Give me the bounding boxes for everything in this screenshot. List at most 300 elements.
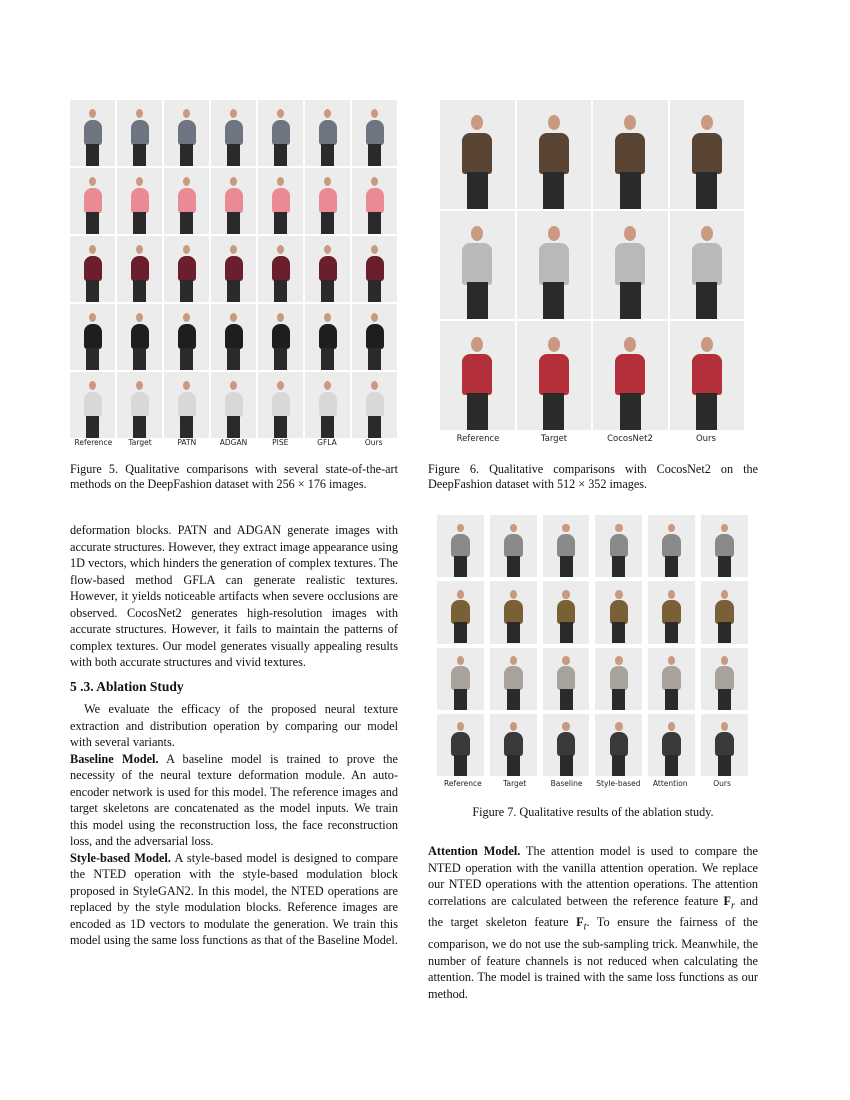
column-label: Baseline xyxy=(550,779,583,788)
person-head xyxy=(457,722,464,731)
legs xyxy=(133,144,146,166)
legs xyxy=(560,622,573,643)
legs xyxy=(274,212,287,234)
legs xyxy=(321,280,334,302)
person-head xyxy=(548,337,560,352)
legs xyxy=(454,755,467,776)
column-label: GFLA xyxy=(317,438,337,447)
person-head xyxy=(183,381,190,390)
person-head xyxy=(668,590,675,599)
garment xyxy=(451,666,470,690)
attention-text: The attention model is used to compare the NTED operation with the vanilla attention operation. We replace our NTED operations with the attention operations. The attention correlations are calculated between the reference feature xyxy=(428,844,758,908)
photo-pise-row-2 xyxy=(258,168,303,234)
figure-5-caption: Figure 5. Qualitative comparisons with several state-of-the-art methods on the DeepFashion dataset with 256 × 176 images. xyxy=(70,462,398,491)
garment xyxy=(504,732,523,756)
style-based-model-text: A style-based model is designed to compare the NTED operation with the style-based modulation block proposed in StyleGAN2. In this model, the NTED operations are replaced by the style modulation blocks. Reference images are encoded as 1D vectors to modulate the generation. We train this model using the same loss functions as that of the Baseline Model. xyxy=(70,850,398,947)
garment xyxy=(504,534,523,558)
legs xyxy=(543,282,564,319)
legs xyxy=(180,144,193,166)
person-head xyxy=(89,381,96,390)
legs xyxy=(612,556,625,577)
person-head xyxy=(624,115,636,130)
garment xyxy=(539,133,569,174)
legs xyxy=(274,144,287,166)
photo-style-based-row-4 xyxy=(595,714,642,776)
person-head xyxy=(471,115,483,130)
legs xyxy=(696,393,717,430)
photo-reference-row-2 xyxy=(437,581,484,643)
person-head xyxy=(230,109,237,118)
person-head xyxy=(457,656,464,665)
legs xyxy=(227,144,240,166)
photo-target-row-2 xyxy=(490,581,537,643)
column-label: Target xyxy=(540,434,568,444)
legs xyxy=(180,212,193,234)
photo-ours-row-5 xyxy=(352,372,397,438)
photo-ours-row-4 xyxy=(352,304,397,370)
garment xyxy=(131,120,149,145)
column-label: Ours xyxy=(713,779,731,788)
photo-adgan-row-1 xyxy=(211,100,256,166)
legs xyxy=(507,556,520,577)
person-head xyxy=(183,109,190,118)
person-head xyxy=(136,381,143,390)
person-head xyxy=(721,590,728,599)
legs xyxy=(507,622,520,643)
garment xyxy=(462,133,492,174)
person-head xyxy=(324,177,331,186)
garment xyxy=(462,243,492,284)
garment xyxy=(319,188,337,213)
garment xyxy=(662,600,681,624)
legs xyxy=(696,172,717,209)
legs xyxy=(467,172,488,209)
legs xyxy=(665,755,678,776)
garment xyxy=(178,120,196,145)
legs xyxy=(612,755,625,776)
garment xyxy=(84,392,102,417)
person-head xyxy=(510,722,517,731)
person-head xyxy=(277,381,284,390)
legs xyxy=(133,416,146,438)
person-head xyxy=(183,313,190,322)
person-head xyxy=(230,381,237,390)
legs xyxy=(665,556,678,577)
person-head xyxy=(615,656,622,665)
person-head xyxy=(721,656,728,665)
garment xyxy=(715,534,734,558)
photo-patn-row-2 xyxy=(164,168,209,234)
garment xyxy=(539,243,569,284)
person-head xyxy=(371,177,378,186)
photo-reference-row-1 xyxy=(437,515,484,577)
legs xyxy=(560,556,573,577)
right-column-text xyxy=(428,843,758,1002)
photo-baseline-row-1 xyxy=(543,515,590,577)
photo-target-row-3 xyxy=(490,648,537,710)
garment xyxy=(319,120,337,145)
figure-7-column-labels xyxy=(437,779,748,788)
person-head xyxy=(371,313,378,322)
garment xyxy=(692,354,722,395)
baseline-model-heading: Baseline Model. xyxy=(70,751,159,766)
garment xyxy=(84,120,102,145)
figure-7-image-grid xyxy=(437,515,748,776)
legs xyxy=(227,212,240,234)
photo-target-row-3 xyxy=(117,236,162,302)
legs xyxy=(274,416,287,438)
section-heading-ablation-study: 5 .3. Ablation Study xyxy=(70,678,184,694)
photo-cocosnet2-row-1 xyxy=(593,100,668,209)
figure-6-caption: Figure 6. Qualitative comparisons with CocosNet2 on the DeepFashion dataset with 512 × 352 images. xyxy=(428,462,758,491)
garment xyxy=(178,324,196,349)
photo-baseline-row-3 xyxy=(543,648,590,710)
garment xyxy=(366,392,384,417)
person-head xyxy=(471,337,483,352)
person-head xyxy=(668,656,675,665)
garment xyxy=(225,256,243,281)
garment xyxy=(462,354,492,395)
garment xyxy=(715,666,734,690)
photo-reference-row-2 xyxy=(70,168,115,234)
legs xyxy=(620,393,641,430)
legs xyxy=(696,282,717,319)
photo-reference-row-3 xyxy=(440,321,515,430)
person-head xyxy=(89,313,96,322)
legs xyxy=(321,416,334,438)
garment xyxy=(272,324,290,349)
photo-reference-row-3 xyxy=(437,648,484,710)
column-label: Target xyxy=(503,779,527,788)
photo-cocosnet2-row-2 xyxy=(593,211,668,320)
photo-ours-row-2 xyxy=(352,168,397,234)
photo-patn-row-3 xyxy=(164,236,209,302)
legs xyxy=(133,348,146,370)
column-label: Reference xyxy=(456,434,500,444)
person-head xyxy=(548,226,560,241)
photo-style-based-row-1 xyxy=(595,515,642,577)
person-head xyxy=(136,245,143,254)
person-head xyxy=(277,109,284,118)
photo-gfla-row-5 xyxy=(305,372,350,438)
photo-target-row-4 xyxy=(117,304,162,370)
column-label: PATN xyxy=(177,438,197,447)
garment xyxy=(131,324,149,349)
photo-ours-row-3 xyxy=(701,648,748,710)
person-head xyxy=(230,313,237,322)
legs xyxy=(321,348,334,370)
legs xyxy=(718,755,731,776)
person-head xyxy=(510,656,517,665)
legs xyxy=(718,622,731,643)
garment xyxy=(272,392,290,417)
photo-adgan-row-4 xyxy=(211,304,256,370)
column-label: Reference xyxy=(444,779,482,788)
person-head xyxy=(624,226,636,241)
garment xyxy=(366,324,384,349)
person-head xyxy=(324,109,331,118)
legs xyxy=(180,280,193,302)
garment xyxy=(610,600,629,624)
garment xyxy=(84,256,102,281)
photo-target-row-2 xyxy=(517,211,592,320)
legs xyxy=(718,689,731,710)
photo-attention-row-2 xyxy=(648,581,695,643)
person-head xyxy=(510,590,517,599)
garment xyxy=(131,256,149,281)
garment xyxy=(557,600,576,624)
legs xyxy=(368,144,381,166)
person-head xyxy=(136,177,143,186)
math-feature-t: F xyxy=(576,915,584,930)
photo-style-based-row-3 xyxy=(595,648,642,710)
photo-target-row-5 xyxy=(117,372,162,438)
garment xyxy=(366,188,384,213)
photo-attention-row-4 xyxy=(648,714,695,776)
figure-5-image-grid xyxy=(70,100,397,438)
photo-ours-row-2 xyxy=(701,581,748,643)
math-subscript-t: t xyxy=(583,921,587,933)
figure-7-caption: Figure 7. Qualitative results of the ablation study. xyxy=(472,805,714,819)
person-head xyxy=(721,722,728,731)
person-head xyxy=(701,115,713,130)
garment xyxy=(272,188,290,213)
person-head xyxy=(562,722,569,731)
legs xyxy=(467,393,488,430)
photo-gfla-row-1 xyxy=(305,100,350,166)
left-column-text xyxy=(70,522,398,949)
garment xyxy=(225,120,243,145)
legs xyxy=(454,689,467,710)
column-label: CocosNet2 xyxy=(607,434,653,444)
photo-ours-row-4 xyxy=(701,714,748,776)
legs xyxy=(543,393,564,430)
garment xyxy=(319,256,337,281)
style-based-model-heading: Style-based Model. xyxy=(70,850,171,865)
garment xyxy=(692,243,722,284)
photo-style-based-row-2 xyxy=(595,581,642,643)
legs xyxy=(454,622,467,643)
attention-model-heading: Attention Model. xyxy=(428,844,521,858)
legs xyxy=(86,348,99,370)
legs xyxy=(180,348,193,370)
person-head xyxy=(136,313,143,322)
person-head xyxy=(89,109,96,118)
math-feature-r: F xyxy=(723,893,731,908)
legs xyxy=(612,689,625,710)
person-head xyxy=(136,109,143,118)
figure-5-column-labels xyxy=(70,438,397,447)
photo-reference-row-1 xyxy=(440,100,515,209)
legs xyxy=(368,416,381,438)
person-head xyxy=(721,524,728,533)
legs xyxy=(507,755,520,776)
legs xyxy=(227,348,240,370)
person-head xyxy=(324,245,331,254)
photo-reference-row-1 xyxy=(70,100,115,166)
legs xyxy=(274,348,287,370)
photo-pise-row-5 xyxy=(258,372,303,438)
legs xyxy=(368,280,381,302)
photo-patn-row-1 xyxy=(164,100,209,166)
person-head xyxy=(324,381,331,390)
garment xyxy=(610,534,629,558)
garment xyxy=(662,666,681,690)
legs xyxy=(227,280,240,302)
garment xyxy=(131,392,149,417)
column-label: PISE xyxy=(272,438,289,447)
column-label: ADGAN xyxy=(219,438,248,447)
legs xyxy=(467,282,488,319)
photo-patn-row-5 xyxy=(164,372,209,438)
legs xyxy=(321,144,334,166)
person-head xyxy=(371,109,378,118)
photo-target-row-4 xyxy=(490,714,537,776)
baseline-model-text: A baseline model is trained to prove the necessity of the neural texture deformation module. An auto-encoder network is used for this model. The reference images and target skeletons are concatenated as the model inputs. We train this model using the reconstruction loss, the face reconstruction loss, and the adversarial loss. xyxy=(70,751,398,848)
person-head xyxy=(471,226,483,241)
garment xyxy=(539,354,569,395)
photo-ours-row-2 xyxy=(670,211,745,320)
photo-adgan-row-3 xyxy=(211,236,256,302)
garment xyxy=(615,354,645,395)
legs xyxy=(620,172,641,209)
photo-adgan-row-5 xyxy=(211,372,256,438)
photo-target-row-2 xyxy=(117,168,162,234)
garment xyxy=(504,666,523,690)
garment xyxy=(366,256,384,281)
person-head xyxy=(562,590,569,599)
legs xyxy=(86,212,99,234)
legs xyxy=(620,282,641,319)
legs xyxy=(227,416,240,438)
paragraph-style-based-model xyxy=(70,850,398,949)
legs xyxy=(86,280,99,302)
photo-pise-row-1 xyxy=(258,100,303,166)
person-head xyxy=(371,381,378,390)
column-label: Attention xyxy=(652,779,688,788)
legs xyxy=(665,689,678,710)
legs xyxy=(612,622,625,643)
person-head xyxy=(615,524,622,533)
photo-reference-row-2 xyxy=(440,211,515,320)
legs xyxy=(560,689,573,710)
photo-baseline-row-2 xyxy=(543,581,590,643)
garment xyxy=(225,324,243,349)
math-subscript-r: r xyxy=(730,899,735,911)
garment xyxy=(272,120,290,145)
garment xyxy=(178,188,196,213)
column-label: Ours xyxy=(695,434,716,444)
garment xyxy=(451,732,470,756)
legs xyxy=(454,556,467,577)
garment xyxy=(451,600,470,624)
photo-ours-row-1 xyxy=(701,515,748,577)
garment xyxy=(225,188,243,213)
person-head xyxy=(624,337,636,352)
garment xyxy=(610,732,629,756)
legs xyxy=(718,556,731,577)
legs xyxy=(368,212,381,234)
legs xyxy=(133,212,146,234)
legs xyxy=(507,689,520,710)
garment xyxy=(504,600,523,624)
photo-ours-row-1 xyxy=(352,100,397,166)
photo-reference-row-4 xyxy=(70,304,115,370)
person-head xyxy=(701,337,713,352)
photo-gfla-row-4 xyxy=(305,304,350,370)
legs xyxy=(86,144,99,166)
person-head xyxy=(615,722,622,731)
garment xyxy=(366,120,384,145)
garment xyxy=(715,600,734,624)
legs xyxy=(560,755,573,776)
person-head xyxy=(562,524,569,533)
legs xyxy=(133,280,146,302)
attention-text: . To ensure the fairness of the comparison, we do not use the sub-sampling trick. Meanwhile, the number of feature channels is not reduced when calculating the attention. The model is trained with the same loss functions as our method. xyxy=(428,915,758,1001)
garment xyxy=(557,732,576,756)
garment xyxy=(557,666,576,690)
person-head xyxy=(277,313,284,322)
garment xyxy=(662,534,681,558)
photo-gfla-row-2 xyxy=(305,168,350,234)
figure-6-image-grid xyxy=(440,100,744,430)
person-head xyxy=(457,524,464,533)
garment xyxy=(451,534,470,558)
person-head xyxy=(457,590,464,599)
paragraph-comparison: deformation blocks. PATN and ADGAN generate images with accurate structures. However, they extract image appearance using 1D vectors, which hinders the generation of complex textures. The flow-based method GFLA can generate realistic textures. However, it yields noticeable artifacts when severe occlusions are observed. CocosNet2 generates high-resolution images with accurate structures. However, it fails to maintain the patterns of complex textures. Our model generates visually appealing results with both accurate structures and vivid textures. xyxy=(70,523,398,669)
garment xyxy=(557,534,576,558)
photo-reference-row-5 xyxy=(70,372,115,438)
person-head xyxy=(277,245,284,254)
person-head xyxy=(668,722,675,731)
garment xyxy=(615,243,645,284)
photo-gfla-row-3 xyxy=(305,236,350,302)
legs xyxy=(321,212,334,234)
person-head xyxy=(183,245,190,254)
photo-target-row-1 xyxy=(117,100,162,166)
person-head xyxy=(510,524,517,533)
person-head xyxy=(230,177,237,186)
garment xyxy=(319,324,337,349)
legs xyxy=(274,280,287,302)
garment xyxy=(662,732,681,756)
photo-attention-row-1 xyxy=(648,515,695,577)
photo-adgan-row-2 xyxy=(211,168,256,234)
garment xyxy=(225,392,243,417)
column-label: Ours xyxy=(364,438,383,447)
photo-reference-row-4 xyxy=(437,714,484,776)
garment xyxy=(178,392,196,417)
photo-cocosnet2-row-3 xyxy=(593,321,668,430)
paragraph-attention-model xyxy=(428,843,758,1002)
legs xyxy=(368,348,381,370)
person-head xyxy=(615,590,622,599)
legs xyxy=(180,416,193,438)
photo-pise-row-4 xyxy=(258,304,303,370)
person-head xyxy=(562,656,569,665)
person-head xyxy=(701,226,713,241)
photo-target-row-1 xyxy=(490,515,537,577)
person-head xyxy=(230,245,237,254)
photo-target-row-1 xyxy=(517,100,592,209)
garment xyxy=(692,133,722,174)
column-label: Reference xyxy=(74,438,113,447)
garment xyxy=(84,188,102,213)
photo-pise-row-3 xyxy=(258,236,303,302)
photo-ours-row-1 xyxy=(670,100,745,209)
garment xyxy=(715,732,734,756)
garment xyxy=(610,666,629,690)
